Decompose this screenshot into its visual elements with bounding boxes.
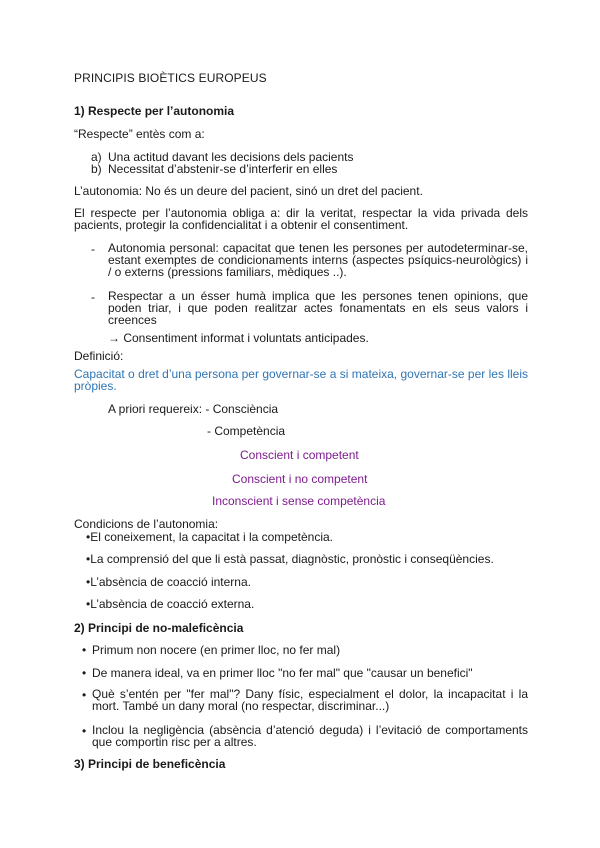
list-marker-b: b) (91, 162, 102, 176)
bullet-item: De manera ideal, va en primer lloc "no fer mal" que "causar un benefici" (92, 666, 473, 680)
bullet-item: Què s’entén per "fer mal"? Dany físic, especialment el dolor, la incapacitat i la mort. També un dany moral (no respectar, discriminar...) (92, 687, 528, 713)
condition-item: •El coneixement, la capacitat i la competència. (86, 530, 333, 544)
section-2-heading: 2) Principi de no-maleficència (74, 621, 244, 635)
state-conscious-not-competent: Conscient i no competent (232, 472, 368, 486)
respect-intro: “Respecte” entès com a: (74, 127, 205, 141)
section-1-heading: 1) Respecte per l’autonomia (74, 104, 235, 118)
dash-item-respect-human: Respectar a un ésser humà implica que les persones tenen opinions, que poden triar, i que poden realitzar actes fonamentats en els seus valors i creences (108, 289, 528, 327)
state-unconscious: Inconscient i sense competència (212, 494, 386, 508)
informed-consent-line: → Consentiment informat i voluntats anticipades. (108, 331, 369, 345)
dash-item-personal-autonomy: Autonomia personal: capacitat que tenen les persones per autodeterminar-se, estant exemptes de condicionaments interns (aspectes psíquics-neurològics) i / o externs (pressions familiars, mèdiques ..). (108, 241, 528, 279)
bullet-item: Inclou la negligència (absència d’atenció deguda) i l’evitació de comportaments que comportin risc per a altres. (92, 723, 528, 749)
list-marker-a: a) (91, 150, 102, 164)
definition-label: Definició: (74, 349, 124, 363)
state-conscious-competent: Conscient i competent (240, 448, 359, 462)
definition-text: Capacitat o dret d’una persona per governar-se a si mateixa, governar-se per les lleis pròpies. (74, 367, 528, 393)
bullet-marker: • (82, 688, 87, 702)
conditions-label: Condicions de l’autonomia: (74, 517, 219, 531)
respect-obligations-paragraph: El respecte per l’autonomia obliga a: dir la veritat, respectar la vida privada dels pacients, protegir la confidencialitat i a obtenir el consentiment. (74, 206, 528, 232)
list-item-a: Una actitud davant les decisions dels pacients (108, 150, 354, 164)
bullet-marker: • (82, 643, 87, 657)
condition-item: •L’absència de coacció interna. (86, 575, 251, 589)
document-title: PRINCIPIS BIOÈTICS EUROPEUS (74, 71, 267, 85)
bullet-marker: • (82, 724, 87, 738)
section-3-heading: 3) Principi de beneficència (74, 757, 226, 771)
condition-item: •L’absència de coacció externa. (86, 597, 255, 611)
dash-marker-2: - (91, 290, 95, 304)
autonomy-statement: L’autonomia: No és un deure del pacient, sinó un dret del pacient. (74, 184, 423, 198)
list-item-b: Necessitat d’abstenir-se d’interferir en elles (108, 162, 338, 176)
requirement-competence: - Competència (207, 424, 286, 438)
bullet-item: Primum non nocere (en primer lloc, no fer mal) (92, 643, 341, 657)
condition-item: •La comprensió del que li està passat, diagnòstic, pronòstic i conseqüències. (86, 552, 494, 566)
bullet-marker: • (82, 666, 87, 680)
apriori-requirements: A priori requereix: - Consciència (108, 402, 279, 416)
dash-marker-1: - (91, 242, 95, 256)
